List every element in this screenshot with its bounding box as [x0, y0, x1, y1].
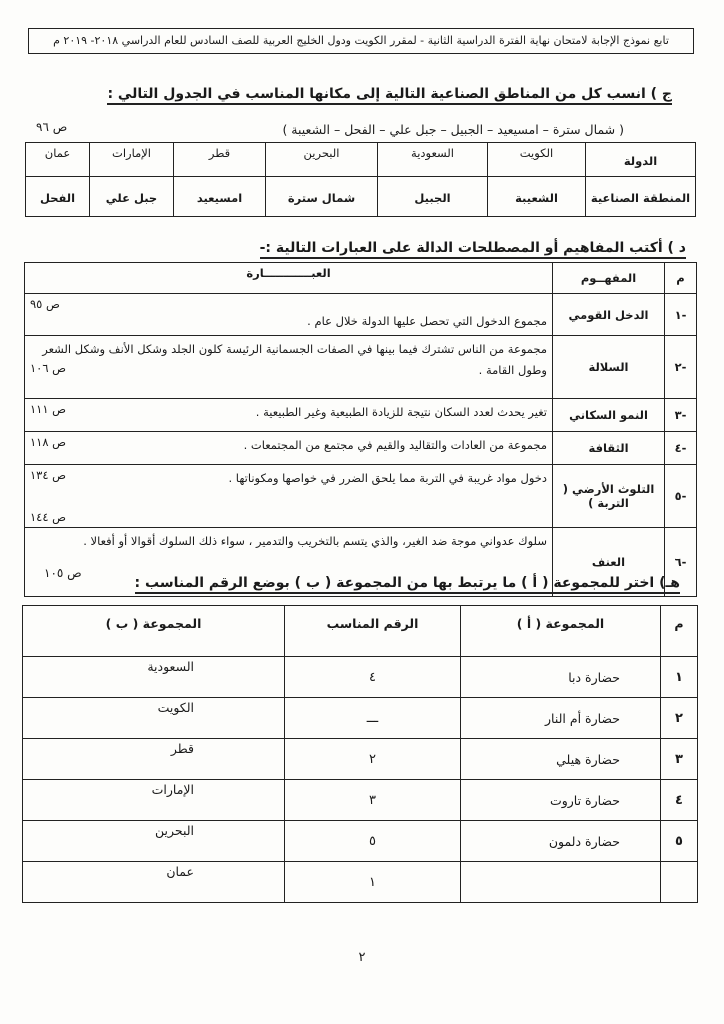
- table-row: [25, 294, 697, 336]
- group-a-item: حضارة دبا: [461, 657, 661, 698]
- row-index: ٣: [661, 739, 698, 780]
- page-number: ٢: [358, 950, 366, 965]
- page-ref: ص ١٠٦: [30, 361, 67, 375]
- group-b-item: عمان: [23, 862, 285, 903]
- group-a-item: [461, 862, 661, 903]
- col-header-concept: المفهــوم: [553, 263, 665, 294]
- section-c-title: ج ) انسب كل من المناطق الصناعية التالية إلى مكانها المناسب في الجدول التالي :: [107, 86, 672, 105]
- group-b-item: البحرين: [23, 821, 285, 862]
- group-b-item: الإمارات: [23, 780, 285, 821]
- table-row: [23, 657, 698, 698]
- table-row: [23, 739, 698, 780]
- concept-answer: العنف: [553, 528, 665, 597]
- row-index: ٤: [661, 780, 698, 821]
- group-b-item: السعودية: [23, 657, 285, 698]
- exam-header: تابع نموذج الإجابة لامتحان نهاية الفترة الدراسية الثانية - لمقرر الكويت ودول الخليج العربية للصف السادس للعام الدراسي ٢٠١٨- ٢٠١٩ م: [28, 28, 694, 54]
- matching-number: ٣: [285, 780, 461, 821]
- group-a-item: حضارة تاروت: [461, 780, 661, 821]
- row-number: -٤: [665, 432, 697, 465]
- col-header-number: الرقم المناسب: [285, 606, 461, 657]
- definition-text: مجموعة من العادات والتقاليد والقيم في مجتمع من المجتمعات .: [243, 438, 547, 452]
- concept-answer: التلوث الأرضي ( التربة ): [553, 465, 665, 528]
- zone-cell: شمال سترة: [266, 177, 378, 217]
- group-a-item: حضارة هيلي: [461, 739, 661, 780]
- country-cell: الكويت: [488, 143, 586, 177]
- row-number: -٢: [665, 336, 697, 399]
- page-ref: ص ١٣٤: [30, 468, 67, 482]
- page-ref: ص ١١٨: [30, 435, 67, 449]
- definition-text: مجموع الدخول التي تحصل عليها الدولة خلال عام .: [307, 314, 547, 328]
- col-header-m: م: [661, 606, 698, 657]
- page-ref: ص ١١١: [30, 402, 67, 416]
- concept-answer: السلالة: [553, 336, 665, 399]
- col-header-num: م: [665, 263, 697, 294]
- table-row: [25, 336, 697, 399]
- zone-cell: الفحل: [26, 177, 90, 217]
- section-c-page-ref: ص ٩٦: [36, 120, 68, 134]
- section-e-page-ref: ص ١٠٥: [44, 566, 82, 580]
- concepts-table: [24, 262, 697, 597]
- matching-number: ـــ: [285, 698, 461, 739]
- row-index: ٢: [661, 698, 698, 739]
- matching-number: ٤: [285, 657, 461, 698]
- section-c-choices: ( شمال سترة – امسيعيد – الجبيل – جبل علي – الفحل – الشعيبة ): [282, 122, 624, 137]
- definition-text: سلوك عدواني موجة ضد الغير، والذي يتسم بالتخريب والتدمير ، سواء ذلك السلوك أقوالا أو أفعالا .: [83, 534, 547, 548]
- concept-answer: الدخل القومي: [553, 294, 665, 336]
- col-header-group-b: المجموعة ( ب ): [23, 606, 285, 657]
- row-number: -٥: [665, 465, 697, 528]
- concept-answer: الثقافة: [553, 432, 665, 465]
- row-number: -٦: [665, 528, 697, 597]
- row-index: ١: [661, 657, 698, 698]
- country-cell: الإمارات: [90, 143, 174, 177]
- definition-text: تغير يحدث لعدد السكان نتيجة للزيادة الطبيعية وغير الطبيعية .: [255, 405, 547, 419]
- matching-number: ٢: [285, 739, 461, 780]
- zone-cell: جبل علي: [90, 177, 174, 217]
- col-header-phrase: العبــــــــــــارة: [25, 263, 553, 294]
- section-e-title: هـ) اختر للمجموعة ( أ ) ما يرتبط بها من المجموعة ( ب ) بوضع الرقم المناسب :: [135, 575, 680, 594]
- page-ref: ص ٩٥: [30, 297, 60, 311]
- definition-text: دخول مواد غريبة في التربة مما يلحق الضرر في خواصها ومكوناتها .: [228, 471, 547, 485]
- zone-cell: الشعيبة: [488, 177, 586, 217]
- country-row-label: الدولة: [586, 143, 696, 177]
- table-row: [23, 780, 698, 821]
- zone-row-label: المنطقة الصناعية: [586, 177, 696, 217]
- table-row: [25, 432, 697, 465]
- country-cell: البحرين: [266, 143, 378, 177]
- zone-cell: امسيعيد: [174, 177, 266, 217]
- country-cell: السعودية: [378, 143, 488, 177]
- group-b-item: قطر: [23, 739, 285, 780]
- section-d-title: د ) أكتب المفاهيم أو المصطلحات الدالة على العبارات التالية :-: [260, 240, 686, 259]
- matching-number: ١: [285, 862, 461, 903]
- industrial-zones-table: [25, 142, 696, 217]
- table-row: [23, 862, 698, 903]
- table-row: [23, 821, 698, 862]
- country-cell: قطر: [174, 143, 266, 177]
- group-a-item: حضارة دلمون: [461, 821, 661, 862]
- row-number: -٣: [665, 399, 697, 432]
- zone-cell: الجبيل: [378, 177, 488, 217]
- group-b-item: الكويت: [23, 698, 285, 739]
- matching-number: ٥: [285, 821, 461, 862]
- row-number: -١: [665, 294, 697, 336]
- table-row: [25, 399, 697, 432]
- definition-text: مجموعة من الناس تشترك فيما بينها في الصفات الجسمانية الرئيسة كلون الجلد وشكل الأنف وشكل الشعر وطول القامة .: [42, 342, 547, 377]
- table-row: [23, 698, 698, 739]
- page-ref: ص ١٤٤: [30, 510, 67, 524]
- matching-table: [22, 605, 698, 903]
- country-cell: عمان: [26, 143, 90, 177]
- row-index: [661, 862, 698, 903]
- group-a-item: حضارة أم النار: [461, 698, 661, 739]
- col-header-group-a: المجموعة ( أ ): [461, 606, 661, 657]
- concept-answer: النمو السكاني: [553, 399, 665, 432]
- row-index: ٥: [661, 821, 698, 862]
